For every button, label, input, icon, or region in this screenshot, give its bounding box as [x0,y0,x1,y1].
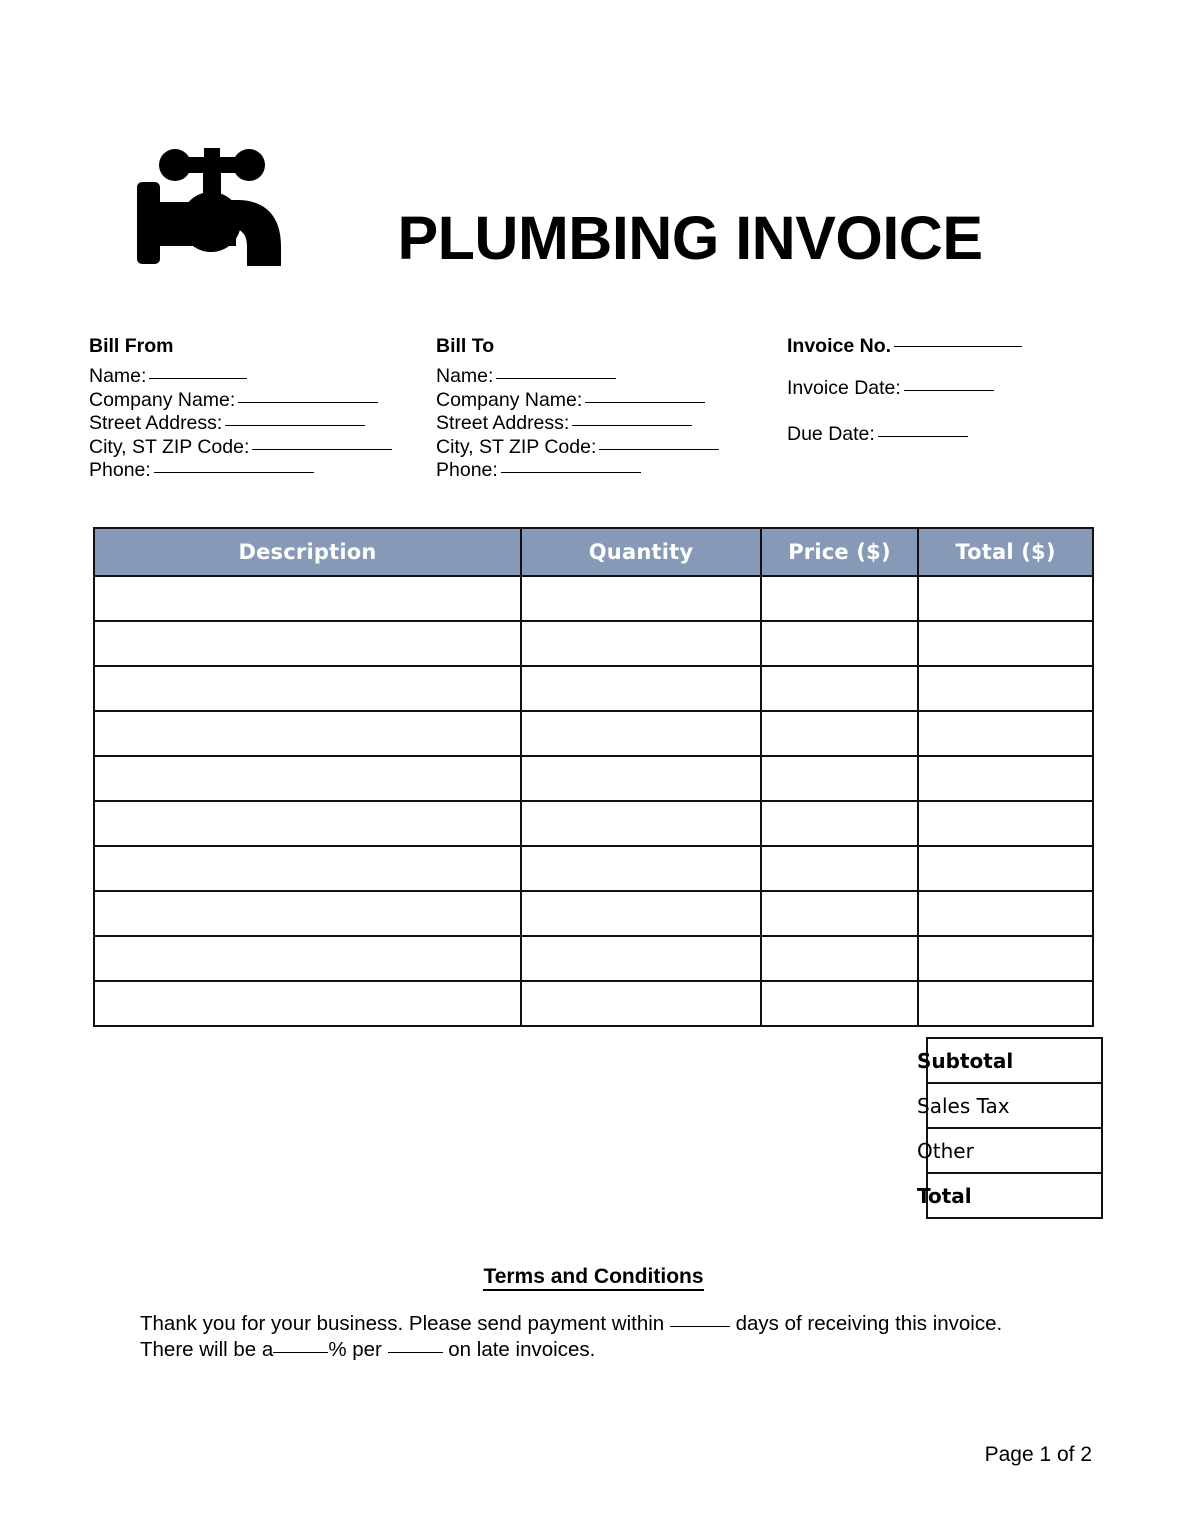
cell-description[interactable] [94,936,521,981]
cell-price[interactable] [761,936,918,981]
cell-total[interactable] [918,711,1093,756]
cell-price[interactable] [761,621,918,666]
terms-text-part-4: on late invoices. [448,1338,596,1361]
due-date-label: Due Date: [787,423,875,446]
table-row [94,981,1093,1026]
page-title: PLUMBING INVOICE [397,204,983,272]
bill-from-heading: Bill From [89,335,174,357]
bill-to-city-label: City, ST ZIP Code: [436,435,597,458]
cell-price[interactable] [761,801,918,846]
line-items-body [94,576,1093,1026]
cell-quantity[interactable] [521,846,761,891]
column-header-quantity: Quantity [521,528,761,576]
cell-quantity[interactable] [521,801,761,846]
cell-price[interactable] [761,666,918,711]
terms-heading-text: Terms and Conditions [483,1265,703,1291]
bill-from-name-input[interactable] [149,378,247,379]
cell-description[interactable] [94,666,521,711]
invoice-date-row [787,365,1107,411]
table-row [94,711,1093,756]
table-row [94,801,1093,846]
bill-to-street-row [436,412,786,436]
totals-spacer [93,1038,917,1083]
table-row [94,846,1093,891]
table-row [94,891,1093,936]
bill-to-block [436,335,786,483]
cell-price[interactable] [761,756,918,801]
terms-days-input[interactable] [670,1326,730,1327]
bill-to-phone-label: Phone: [436,459,498,482]
invoice-number-input[interactable] [894,346,1022,347]
bill-to-name-row [436,365,786,389]
invoice-number-row [787,335,1107,357]
bill-from-phone-input[interactable] [154,472,314,473]
cell-description[interactable] [94,891,521,936]
table-row [94,621,1093,666]
cell-price[interactable] [761,891,918,936]
table-row [94,666,1093,711]
due-date-input[interactable] [878,436,968,437]
totals-table [93,1037,1103,1219]
cell-quantity[interactable] [521,711,761,756]
totals-label-subtotal: Subtotal [917,1048,1014,1073]
table-header-row [94,528,1093,576]
meta-section [0,335,1187,485]
bill-from-street-row [89,412,429,436]
bill-from-name-label: Name: [89,365,147,388]
totals-row [93,1038,1102,1083]
invoice-date-label: Invoice Date: [787,377,901,400]
bill-to-city-input[interactable] [599,449,719,450]
invoice-date-input[interactable] [904,390,994,391]
terms-text-part-3: % per [328,1338,382,1361]
faucet-icon [133,142,285,267]
cell-price[interactable] [761,846,918,891]
terms-percent-input[interactable] [273,1352,328,1353]
cell-quantity[interactable] [521,576,761,621]
bill-to-company-input[interactable] [585,402,705,403]
cell-quantity[interactable] [521,621,761,666]
terms-text [140,1311,1030,1363]
cell-total[interactable] [918,891,1093,936]
invoice-meta-block [787,335,1107,457]
bill-to-name-input[interactable] [496,378,616,379]
page-number-label: Page 1 of 2 [984,1443,1092,1466]
bill-from-company-input[interactable] [238,402,378,403]
bill-from-phone-label: Phone: [89,459,151,482]
totals-spacer [93,1173,917,1218]
column-header-total: Total ($) [918,528,1093,576]
page-footer [0,1443,1092,1467]
cell-quantity[interactable] [521,666,761,711]
bill-from-name-row [89,365,429,389]
terms-text-part-1: Thank you for your business. Please send payment within [140,1312,665,1335]
totals-row [93,1173,1102,1218]
cell-quantity[interactable] [521,756,761,801]
cell-description[interactable] [94,711,521,756]
cell-total[interactable] [918,621,1093,666]
bill-from-phone-row [89,459,429,483]
cell-description[interactable] [94,576,521,621]
bill-from-city-input[interactable] [252,449,392,450]
bill-from-street-input[interactable] [225,425,365,426]
invoice-number-label: Invoice No. [787,335,892,357]
cell-total[interactable] [918,981,1093,1026]
table-row [94,756,1093,801]
bill-to-heading: Bill To [436,335,495,357]
totals-label-other: Other [917,1138,974,1163]
cell-total[interactable] [918,756,1093,801]
table-row [94,576,1093,621]
totals-spacer [93,1128,917,1173]
totals-row [93,1083,1102,1128]
bill-from-block [89,335,429,483]
totals-spacer [93,1083,917,1128]
bill-to-street-input[interactable] [572,425,692,426]
cell-quantity[interactable] [521,891,761,936]
bill-to-company-label: Company Name: [436,388,583,411]
bill-to-company-row [436,389,786,413]
cell-total[interactable] [918,576,1093,621]
cell-quantity[interactable] [521,936,761,981]
bill-from-city-row [89,436,429,460]
cell-total[interactable] [918,846,1093,891]
cell-price[interactable] [761,981,918,1026]
totals-row [93,1128,1102,1173]
bill-from-street-label: Street Address: [89,412,223,435]
cell-price[interactable] [761,576,918,621]
cell-description[interactable] [94,801,521,846]
bill-from-company-row [89,389,429,413]
bill-to-phone-input[interactable] [501,472,641,473]
cell-total[interactable] [918,936,1093,981]
cell-description[interactable] [94,621,521,666]
cell-description[interactable] [94,846,521,891]
bill-to-city-row [436,436,786,460]
terms-text-part-2: days of receiving this invoice. There will be a [140,1312,1003,1361]
bill-to-phone-row [436,459,786,483]
bill-from-city-label: City, ST ZIP Code: [89,435,250,458]
terms-heading [0,1265,1187,1289]
column-header-price: Price ($) [761,528,918,576]
line-items-table [93,527,1094,1027]
terms-period-input[interactable] [388,1352,443,1353]
column-header-description: Description [94,528,521,576]
cell-description[interactable] [94,756,521,801]
cell-price[interactable] [761,711,918,756]
cell-description[interactable] [94,981,521,1026]
page-header [0,120,1187,295]
due-date-row [787,411,1107,457]
totals-label-sales-tax: Sales Tax [917,1093,1010,1118]
cell-total[interactable] [918,801,1093,846]
cell-total[interactable] [918,666,1093,711]
bill-to-name-label: Name: [436,365,494,388]
table-row [94,936,1093,981]
totals-label-total: Total [917,1183,972,1208]
cell-quantity[interactable] [521,981,761,1026]
bill-from-company-label: Company Name: [89,388,236,411]
bill-to-street-label: Street Address: [436,412,570,435]
